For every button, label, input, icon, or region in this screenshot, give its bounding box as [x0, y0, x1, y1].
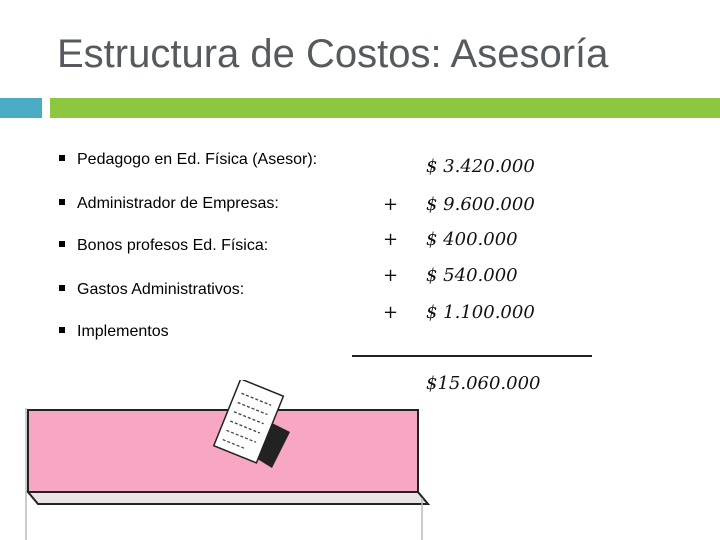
amount-value: $ 9.600.000	[426, 194, 535, 215]
bullet-label: Pedagogo en Ed. Física (Asesor):	[77, 151, 318, 168]
plus-sign: +	[383, 265, 399, 286]
bullet-item	[59, 195, 279, 213]
bullet-item	[59, 237, 268, 255]
plus-sign: +	[383, 194, 399, 215]
bullet-label: Gastos Administrativos:	[77, 281, 245, 298]
plus-sign: +	[383, 302, 399, 323]
bullet-label: Administrador de Empresas:	[77, 195, 279, 212]
bullet-item	[59, 323, 169, 341]
amount-value: $ 400.000	[426, 229, 518, 250]
accent-bar-teal	[0, 98, 42, 118]
sum-underline	[352, 355, 592, 357]
bullet-item	[59, 151, 317, 169]
bullet-marker	[59, 285, 65, 291]
amount-value: $ 1.100.000	[426, 302, 535, 323]
paper-on-desk-illustration	[18, 380, 438, 540]
bullet-label: Bonos profesos Ed. Física:	[77, 237, 269, 254]
bullet-marker	[59, 327, 65, 333]
accent-bar-green	[50, 98, 720, 118]
bullet-marker	[59, 155, 65, 161]
total-value: $15.060.000	[426, 373, 541, 394]
slide-title: Estructura de Costos: Asesoría	[57, 32, 609, 76]
bullet-item	[59, 281, 244, 299]
amount-value: $ 540.000	[426, 265, 518, 286]
plus-sign: +	[383, 229, 399, 250]
amount-value: $ 3.420.000	[426, 156, 535, 177]
desk-front	[28, 492, 428, 504]
bullet-label: Implementos	[77, 323, 169, 340]
bullet-marker	[59, 241, 65, 247]
bullet-marker	[59, 199, 65, 205]
